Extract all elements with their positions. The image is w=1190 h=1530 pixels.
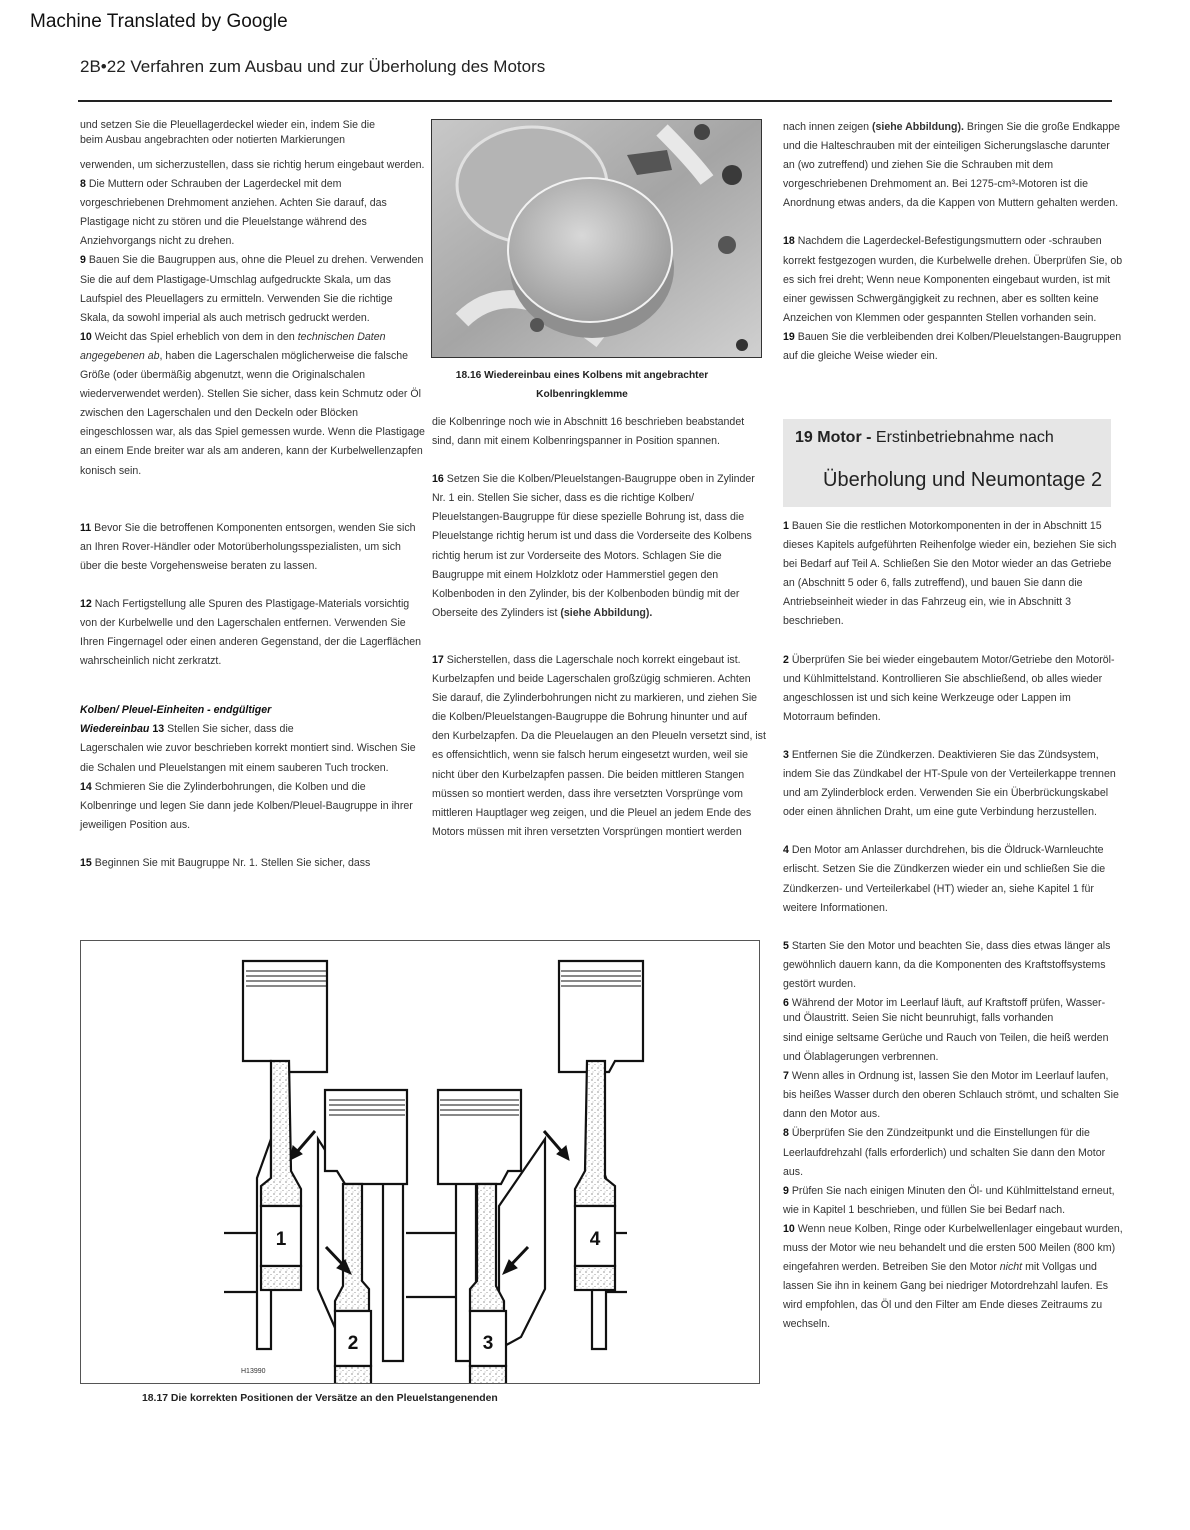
step-9 [783,1182,1123,1220]
paragraph-16 [432,470,767,623]
diagram-caption: 18.17 Die korrekten Positionen der Versätze an den Pleuelstangenenden [142,1393,498,1404]
step-number: 9 [80,254,86,267]
text: beim Ausbau angebrachten oder notierten Markierungen [80,134,346,146]
column-1 [80,118,425,873]
text: und setzen Sie die Pleuellagerdeckel wieder ein, indem Sie die [80,119,376,131]
section-heading-box [783,419,1111,507]
step-6 [783,996,1123,1026]
section-title-line-1 [795,429,1054,447]
step-3 [783,746,1123,822]
paragraph-13 [80,720,425,739]
step-number: 17 [432,653,444,666]
step-2 [783,651,1123,727]
step-7 [783,1067,1123,1124]
cylinder-label-2: 2 [347,1333,359,1354]
step-number: 1 [783,520,789,532]
text: Nach Fertigstellung alle Spuren des Plastigage-Materials vorsichtig von der Kurbelwelle und den Lagerschalen entfernen. Verwenden Sie Ihren Fingernagel oder einen anderen Gegenstand, der die Lagerflächen wahrscheinlich nicht zerkratzt. [80,597,422,668]
paragraph-10 [80,328,425,481]
section-bold-label: Motor - [817,429,872,446]
text: Starten Sie den Motor und beachten Sie, dass dies etwas länger als gewöhnlich dauern kann, da die Komponenten des Kraftstoffsystems gestört wurden. [783,939,1111,990]
text: Überprüfen Sie den Zündzeitpunkt und die Einstellungen für die Leerlaufdrehzahl (falls erforderlich) und schalten Sie dann den Motor aus. [783,1127,1106,1178]
text: Schmieren Sie die Zylinderbohrungen, die Kolben und die Kolbenringe und legen Sie dann jede Kolben/Pleuel-Baugruppe in ihrer jeweiligen Position aus. [80,780,413,831]
text: Stellen Sie sicher, dass die [167,723,294,736]
step-number: 8 [783,1127,789,1140]
step-number: 5 [783,939,789,952]
text: Prüfen Sie nach einigen Minuten den Öl- und Kühlmittelstand erneut, wie in Kapitel 1 beschrieben, und füllen Sie bei Bedarf nach. [783,1184,1115,1216]
step-number: 2 [783,653,789,666]
text: Bauen Sie die restlichen Motorkomponenten in der in Abschnitt 15 dieses Kapitels aufgeführten Reihenfolge wieder ein, beziehen Sie sich bei Bedarf auf Teil A. Schließen Sie den Motor wieder an das Getriebe an (Abschnitt 5 oder 6, falls zutreffend), und bauen Sie dann die Antriebseinheit wieder in das Fahrzeug ein, wie in Abschnitt 3 beschrieben. [783,520,1117,628]
text: Bringen Sie die große Endkappe und die Halteschrauben mit der einteiligen Sicherungslasche darunter an (wo zutreffend) und ziehen Sie die Schrauben mit dem vorgeschriebenen Drehmoment an. Bei 1275-cm³-Motoren ist die Anordnung etwas anders, da die Kappen von Muttern gehalten werden. [783,121,1121,210]
connecting-rod-diagram [80,940,760,1384]
piston-1 [243,961,327,1072]
step-5 [783,937,1123,994]
step-6-cont: sind einige seltsame Gerüche und Rauch von Teilen, die heiß werden und Ölablagerungen verbrennen. [783,1031,1109,1064]
step-10 [783,1220,1123,1335]
text: Beginnen Sie mit Baugruppe Nr. 1. Stellen Sie sicher, dass [94,856,371,869]
step-8 [783,1124,1123,1181]
step-4 [783,841,1123,917]
step-number: 12 [80,597,92,610]
step-number: 6 [783,996,789,1009]
italic-text: nicht [999,1261,1023,1274]
caption-text: 18.16 Wiedereinbau eines Kolbens mit angebrachter [455,370,709,381]
paragraph-12 [80,595,425,671]
figure-reference-code: H13990 [241,1368,266,1375]
figure-reference: (siehe Abbildung). [560,606,653,619]
machine-translated-banner: Machine Translated by Google [30,11,288,32]
text: Überprüfen Sie bei wieder eingebautem Motor/Getriebe den Motoröl- und Kühlmittelstand. Kontrollieren Sie abschließend, ob alles wieder angeschlossen ist und sich keine Werkzeuge oder Lappen im Motorraum befinden. [783,653,1115,723]
cylinder-label-1: 1 [275,1229,287,1250]
figure-reference: (siehe Abbildung). [871,121,964,133]
cylinder-label-4: 4 [589,1229,601,1250]
paragraph-19 [783,328,1123,366]
step-number: 10 [80,330,92,343]
paragraph-18 [783,232,1123,327]
piston-4 [559,961,643,1072]
header-rule [78,100,1112,102]
paragraph-9 [80,251,425,327]
step-number: 19 [783,330,795,343]
text: Bevor Sie die betroffenen Komponenten entsorgen, wenden Sie sich an Ihren Rover-Händler oder Motorüberholungsspezialisten, um sich über die beste Vorgehensweise beraten zu lassen. [80,521,416,572]
step-number: 18 [783,235,795,248]
step-number: 14 [80,780,92,793]
section-number: 19 [795,429,813,446]
paragraph-14 [80,778,425,835]
italic-text: technischen Daten angegebenen ab [80,330,386,362]
text: Nachdem die Lagerdeckel-Befestigungsmuttern oder -schrauben korrekt festgezogen wurden, die Kurbelwelle drehen. Überprüfen Sie, ob es sich frei dreht; Wenn neue Komponenten eingebaut wurden, ist mit einer gewissen Schwergängigkeit zu rechnen, aber es sollten keine Anzeichen von Klemmen oder gespannten Stellen vorhanden sein. [783,235,1123,324]
piston-photo-image [432,120,761,357]
text: Bauen Sie die Baugruppen aus, ohne die Pleuel zu drehen. Verwenden Sie die auf dem Plastigage-Umschlag aufgedruckte Skala, um das Laufspiel des Pleuellagers zu ermitteln. Verwenden Sie die richtige Skala, da sowohl imperial als auch metrisch gedruckt werden. [80,254,424,324]
photo-caption [432,366,732,404]
cylinder-label-3: 3 [482,1333,494,1354]
piston-3 [438,1090,521,1184]
paragraph-11 [80,519,425,576]
paragraph-13-cont: Lagerschalen wie zuvor beschrieben korrekt montiert sind. Wischen Sie die Schalen und Pleuelstangen mit einem sauberen Tuch trocken. [80,742,416,774]
subheading [80,701,425,720]
paragraph-15 [80,854,425,873]
column-2 [432,413,767,842]
step-number: 10 [783,1222,795,1235]
subheading-text: Wiedereinbau [80,723,150,736]
caption-text: Kolbenringklemme [536,389,628,400]
step-number: 11 [80,521,92,534]
step-number: 8 [80,178,86,191]
column-3 [783,118,1123,366]
text: Die Muttern oder Schrauben der Lagerdeckel mit dem vorgeschriebenen Drehmoment anziehen. Achten Sie darauf, das Plastigage nicht zu stören und die Pleuelstange während des Anziehvorgangs nicht zu drehen. [80,178,387,248]
step-1 [783,517,1123,632]
column-3-section-19 [783,517,1123,1334]
text: Sicherstellen, dass die Lagerschale noch korrekt eingebaut ist. Kurbelzapfen und beide Lagerschalen großzügig schmieren. Achten Sie darauf, die Zylinderbohrungen nicht zu markieren, und ziehen Sie die Kolben/Pleuelstangen-Baugruppe die Bohrung hinunter und auf den Kurbelzapfen. Da die Pleuelaugen an den Pleueln versetzt sind, ist es offensichtlich, wenn sie falsch herum eingesetzt wurden, weil sie nicht über den Kurbelzapfen passen. Die beiden mittleren Stangen müssen so montiert werden, dass ihre versetzten Vorsprünge vom mittleren Hauptlager weg zeigen, und die Pleuel an jedem Ende des Motors müssen mit ihren versetzten Vorsprüngen montiert werden [432,653,766,838]
step-number: 7 [783,1070,789,1083]
step-number: 13 [152,723,165,736]
step-number: 16 [432,473,444,486]
step-number: 15 [80,856,92,869]
running-head: 2B•22 Verfahren zum Ausbau und zur Überholung des Motors [80,57,546,76]
text: Wenn alles in Ordnung ist, lassen Sie den Motor im Leerlauf laufen, bis heißes Wasser durch den oberen Schlauch strömt, und schalten Sie dann den Motor aus. [783,1070,1119,1121]
paragraph-17-cont [783,118,1123,213]
text: , haben die Lagerschalen möglicherweise die falsche Größe (oder übermäßig abgenutzt, wenn die Originalschalen wiederverwendet werden). Stellen Sie sicher, dass kein Schmutz oder Öl zwischen den Lagerschalen und den Deckeln oder Blöcken eingeschlossen war, als das Spiel gemessen wurde. Wenn die Plastigage an einem Ende breiter war als am anderen, kann der Kurbelwellenzapfen konisch sein. [80,349,425,477]
text: Während der Motor im Leerlauf läuft, auf Kraftstoff prüfen, Wasser- und Ölaustritt. Seien Sie nicht beunruhigt, falls vorhanden [783,996,1106,1024]
paragraph-17 [432,651,767,842]
step-number: 4 [783,844,789,857]
text: nach innen zeigen [783,121,869,133]
section-title-text: Erstinbetriebnahme nach [875,429,1054,446]
step-number: 9 [783,1184,789,1197]
text: Weicht das Spiel erheblich von dem in den [94,330,295,343]
paragraph-8 [80,175,425,251]
text: mit Vollgas und lassen Sie ihn in keinem Gang bei niedriger Motordrehzahl laufen. Es wird empfohlen, das Öl und den Filter am Ende dieses Zeitraums zu wechseln. [783,1261,1109,1331]
piston-photo [431,119,762,358]
conrod-4 [575,1061,615,1206]
text: Den Motor am Anlasser durchdrehen, bis die Öldruck-Warnleuchte erlischt. Setzen Sie die Zündkerzen wieder ein und schließen Sie die Zündkerzen- und Verteilerkabel (HT) wieder an, siehe Kapitel 1 für weitere Informationen. [783,844,1106,914]
section-title-line-2: Überholung und Neumontage 2 [823,469,1103,491]
conrod-1 [261,1061,301,1206]
paragraph-15-cont: die Kolbenringe noch wie in Abschnitt 16 beschrieben beabstandet sind, dann mit einem Kolbenringspanner in Position spannen. [432,416,745,448]
subheading-text: Kolben/ Pleuel-Einheiten - endgültiger [80,704,272,717]
text: Entfernen Sie die Zündkerzen. Deaktivieren Sie das Zündsystem, indem Sie das Zündkabel der HT-Spule von der Verteilerkappe trennen und am Zylinderblock erden. Verwenden Sie ein Überbrückungskabel oder einen ähnlichen Draht, um eine gute Verbindung herzustellen. [783,748,1116,819]
paragraph-intro [80,118,425,148]
piston-2 [325,1090,407,1184]
text: Wenn neue Kolben, Ringe oder Kurbelwellenlager eingebaut wurden, muss der Motor wie neu behandelt und die ersten 500 Meilen (800 km) eingefahren werden. Betreiben Sie den Motor [783,1222,1123,1274]
text: Setzen Sie die Kolben/Pleuelstangen-Baugruppe oben in Zylinder Nr. 1 ein. Stellen Sie sicher, dass es die richtige Kolben/ Pleuelstangen-Baugruppe für diese spezielle Bohrung ist, dass die Pleuelstange richtig herum ist und dass die Vorderseite des Kolbens richtig herum ist zur Vorderseite des Motors. Schlagen Sie die Baugruppe mit einem Holzklotz oder Hammerstiel gegen den Kolbenboden in den Zylinder, bis der Kolbenboden bündig mit der Oberseite des Zylinders ist [432,473,755,619]
step-number: 3 [783,748,789,761]
text: Bauen Sie die verbleibenden drei Kolben/Pleuelstangen-Baugruppen auf die gleiche Weise wieder ein. [783,330,1122,363]
connecting-rod-diagram-drawing [81,941,759,1383]
paragraph-intro-cont: verwenden, um sicherzustellen, dass sie richtig herum eingebaut werden. [80,159,425,171]
